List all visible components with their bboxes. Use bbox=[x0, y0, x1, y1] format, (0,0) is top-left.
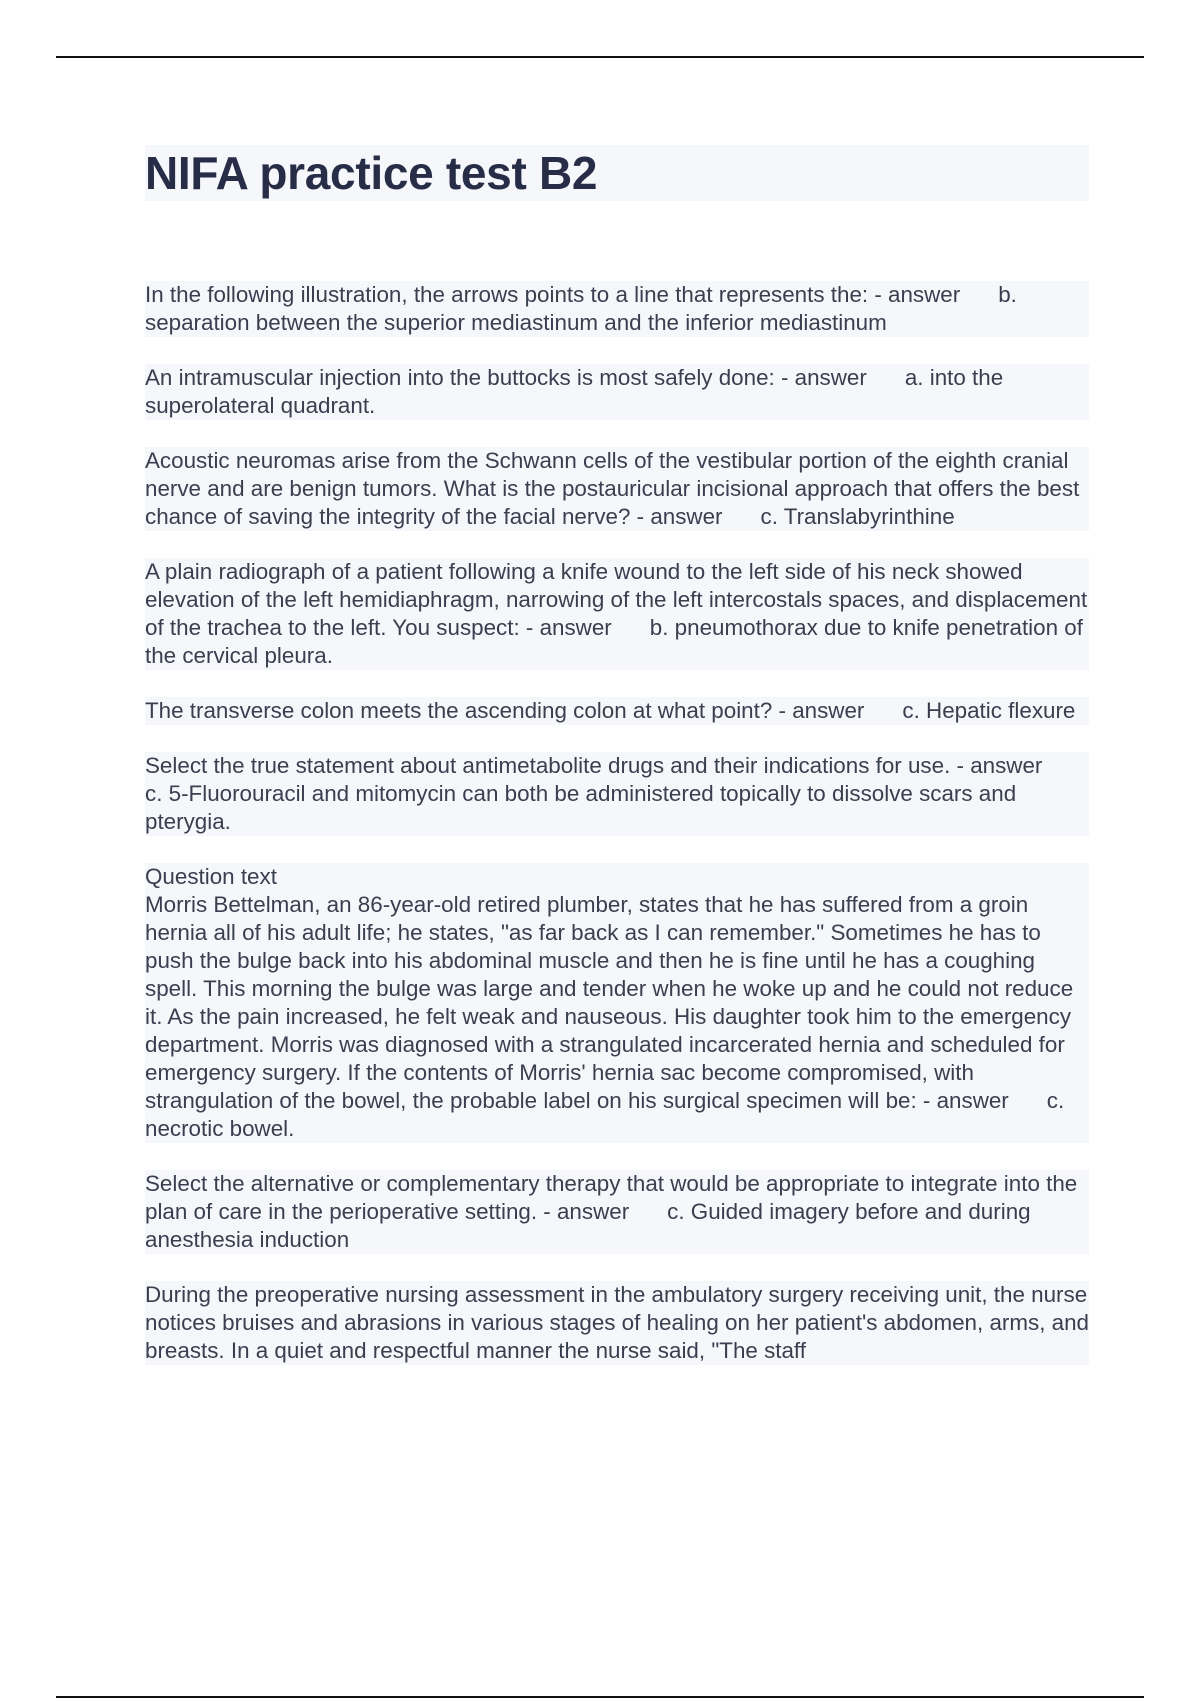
qa-item bbox=[145, 558, 1089, 670]
question-text: The transverse colon meets the ascending colon at what point? - answer bbox=[145, 698, 865, 723]
title-band bbox=[145, 145, 1089, 201]
question-text: Acoustic neuromas arise from the Schwann cells of the vestibular portion of the eighth cranial nerve and are benign tumors. What is the postauricular incisional approach that offers the best chance of saving the integrity of the facial nerve? - answer bbox=[145, 448, 1080, 529]
qa-item bbox=[145, 364, 1089, 420]
qa-item bbox=[145, 1281, 1089, 1365]
answer-text: b. pneumothorax due to knife penetration of the cervical pleura. bbox=[145, 615, 1083, 668]
question-text: In the following illustration, the arrows points to a line that represents the: - answer bbox=[145, 282, 961, 307]
top-rule bbox=[56, 56, 1144, 58]
question-heading: Question text bbox=[145, 864, 277, 889]
qa-item bbox=[145, 1170, 1089, 1254]
answer-text: c. Translabyrinthine bbox=[760, 504, 955, 529]
answer-text: c. Hepatic flexure bbox=[902, 698, 1076, 723]
answer-text: a. into the superolateral quadrant. bbox=[145, 365, 1004, 418]
question-text: During the preoperative nursing assessment in the ambulatory surgery receiving unit, the nurse notices bruises and abrasions in various stages of healing on her patient's abdomen, arms, and breasts. In a quiet and respectful manner the nurse said, "The staff bbox=[145, 1282, 1090, 1363]
qa-item bbox=[145, 752, 1089, 836]
document-body bbox=[145, 145, 1089, 1392]
qa-item bbox=[145, 281, 1089, 337]
qa-item bbox=[145, 447, 1089, 531]
qa-item bbox=[145, 863, 1089, 1143]
answer-text: b. separation between the superior mediastinum and the inferior mediastinum bbox=[145, 282, 1017, 335]
question-text: An intramuscular injection into the buttocks is most safely done: - answer bbox=[145, 365, 867, 390]
question-text: Select the alternative or complementary therapy that would be appropriate to integrate into the plan of care in the perioperative setting. - answer bbox=[145, 1171, 1078, 1224]
question-text: Morris Bettelman, an 86-year-old retired plumber, states that he has suffered from a groin hernia all of his adult life; he states, "as far back as I can remember." Sometimes he has to push the bulge back into his abdominal muscle and then he is fine until he has a coughing spell. This morning the bulge was large and tender when he woke up and he could not reduce it. As the pain increased, he felt weak and nauseous. His daughter took him to the emergency department. Morris was diagnosed with a strangulated incarcerated hernia and scheduled for emergency surgery. If the contents of Morris' hernia sac become compromised, with strangulation of the bowel, the probable label on his surgical specimen will be: - answer bbox=[145, 892, 1074, 1113]
question-text: Select the true statement about antimetabolite drugs and their indications for use. - answer bbox=[145, 753, 1043, 778]
answer-text: c. necrotic bowel. bbox=[145, 1088, 1065, 1141]
question-text: A plain radiograph of a patient following a knife wound to the left side of his neck showed elevation of the left hemidiaphragm, narrowing of the left intercostals spaces, and displacement of the trachea to the left. You suspect: - answer bbox=[145, 559, 1088, 640]
answer-text: c. Guided imagery before and during anesthesia induction bbox=[145, 1199, 1031, 1252]
qa-list bbox=[145, 281, 1089, 1365]
page-title: NIFA practice test B2 bbox=[145, 147, 598, 199]
bottom-rule bbox=[56, 1696, 1144, 1698]
answer-text: c. 5-Fluorouracil and mitomycin can both be administered topically to dissolve scars and pterygia. bbox=[145, 781, 1017, 834]
qa-item bbox=[145, 697, 1089, 725]
